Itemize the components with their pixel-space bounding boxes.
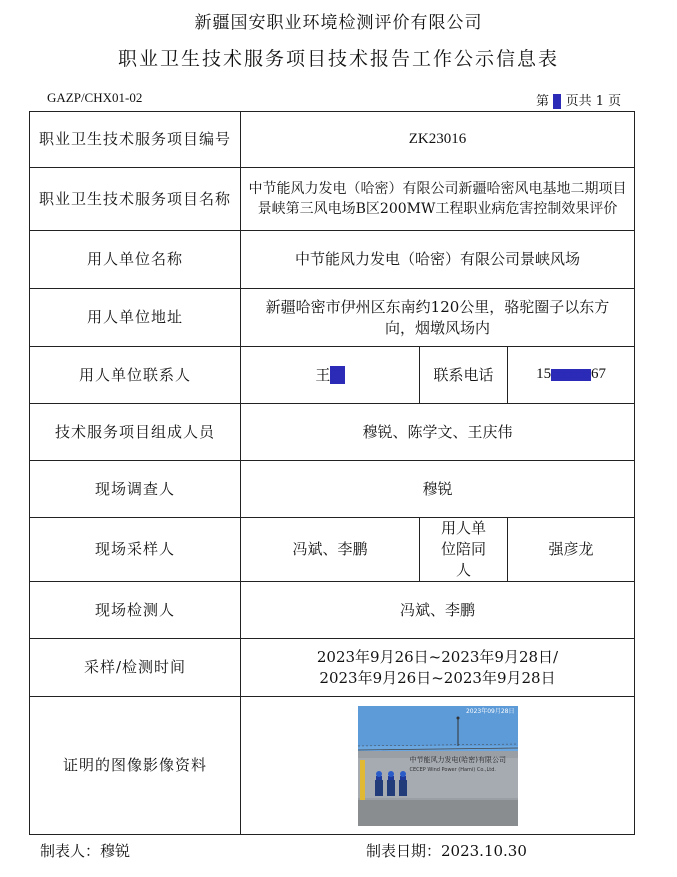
accompany-label: 用人单位陪同人	[420, 518, 508, 582]
table-row	[30, 582, 635, 639]
table-row	[30, 231, 635, 289]
image-label: 证明的图像影像资料	[30, 697, 241, 835]
team-members: 穆锐、陈学文、王庆伟	[241, 404, 635, 461]
time-line-1: 2023年9月26日~2023年9月28日/	[316, 647, 559, 666]
site-photo-drawing	[358, 706, 518, 826]
employer-name: 中节能风力发电（哈密）有限公司景峡风场	[241, 231, 635, 289]
table-row	[30, 461, 635, 518]
site-photo	[358, 706, 518, 826]
page-prefix: 第	[536, 94, 550, 109]
table-row	[30, 347, 635, 404]
phone-label: 联系电话	[420, 347, 508, 404]
photo-timestamp: 2023年09月28日	[465, 707, 515, 715]
page-indicator	[536, 90, 621, 109]
project-name-label: 职业卫生技术服务项目名称	[30, 168, 241, 231]
project-name: 中节能风力发电（哈密）有限公司新疆哈密风电基地二期项目景峡第三风电场B区200MW工程职业病危害控制效果评价	[241, 168, 635, 231]
page-number: 1	[553, 94, 562, 109]
table-row	[30, 639, 635, 697]
table-row	[30, 168, 635, 231]
table-row	[30, 289, 635, 347]
address-label: 用人单位地址	[30, 289, 241, 347]
contact-person	[241, 347, 420, 404]
phone-redaction: ■■■■■■	[551, 369, 591, 381]
contact-visible: 王	[315, 365, 331, 384]
team-label: 技术服务项目组成人员	[30, 404, 241, 461]
prepare-date: 制表日期：2023.10.30	[366, 842, 527, 860]
time-label: 采样/检测时间	[30, 639, 241, 697]
contact-redaction: ■	[330, 365, 345, 384]
project-no-label: 职业卫生技术服务项目编号	[30, 112, 241, 168]
photo-sign-cn: 中节能风力发电(哈密)有限公司	[409, 755, 506, 764]
phone-prefix: 15	[536, 366, 552, 382]
survey-person: 穆锐	[241, 461, 635, 518]
survey-label: 现场调查人	[30, 461, 241, 518]
page-suffix: 页共 1 页	[565, 94, 622, 109]
employer-label: 用人单位名称	[30, 231, 241, 289]
company-name: 新疆国安职业环境检测评价有限公司	[194, 13, 483, 33]
contact-label: 用人单位联系人	[30, 347, 241, 404]
photo-sign-en: CECEP Wind Power (Hami) Co.,Ltd.	[409, 766, 496, 773]
info-table	[29, 111, 635, 835]
phone-suffix: 67	[590, 366, 606, 382]
table-row	[30, 404, 635, 461]
document-number: GAZP/CHX01-02	[47, 90, 143, 105]
time-line-2: 2023年9月26日~2023年9月28日	[319, 668, 556, 687]
testing-label: 现场检测人	[30, 582, 241, 639]
employer-address: 新疆哈密市伊州区东南约120公里，骆驼圈子以东方向，烟墩风场内	[241, 289, 635, 347]
sampling-persons: 冯斌、李鹏	[241, 518, 420, 582]
accompany-person: 强彦龙	[508, 518, 635, 582]
table-row	[30, 518, 635, 582]
form-title: 职业卫生技术服务项目技术报告工作公示信息表	[117, 48, 559, 70]
image-cell	[241, 697, 635, 835]
table-row	[30, 112, 635, 168]
preparer: 制表人：穆锐	[40, 842, 131, 860]
table-row	[30, 697, 635, 835]
sampling-time	[241, 639, 635, 697]
sampling-label: 现场采样人	[30, 518, 241, 582]
contact-phone	[508, 347, 635, 404]
project-no: ZK23016	[241, 112, 635, 168]
testing-persons: 冯斌、李鹏	[241, 582, 635, 639]
